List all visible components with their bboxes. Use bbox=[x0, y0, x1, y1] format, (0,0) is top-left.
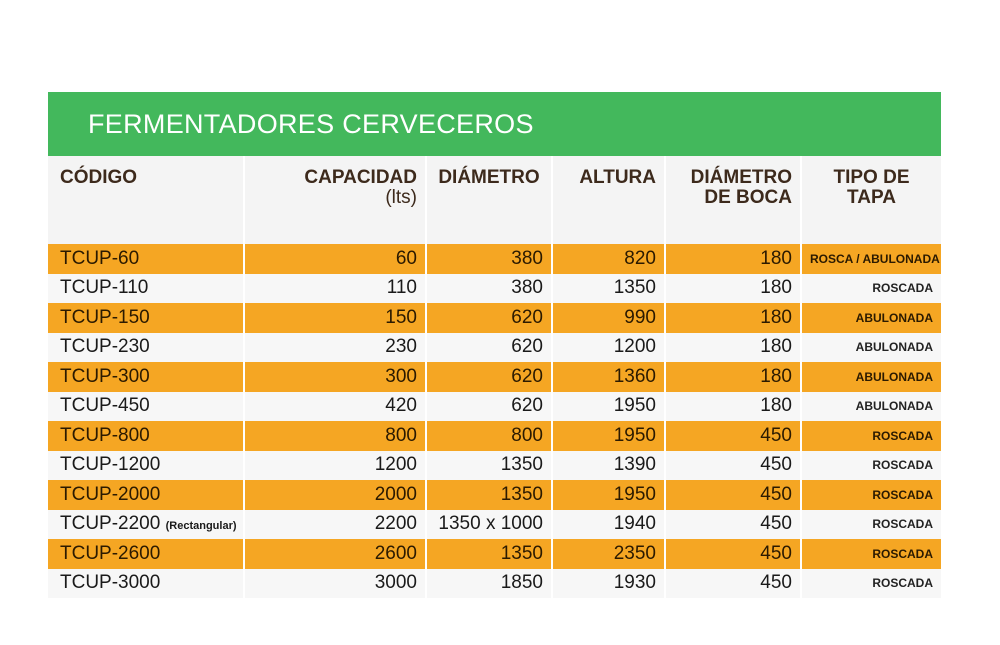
cell-codigo: TCUP-2000 bbox=[48, 480, 244, 510]
table-row bbox=[48, 480, 941, 510]
cell-altura: 1200 bbox=[552, 333, 665, 363]
header-capacidad-unit: (lts) bbox=[385, 187, 417, 208]
cell-capacidad: 2200 bbox=[244, 510, 426, 540]
cell-codigo: TCUP-2600 bbox=[48, 539, 244, 569]
table-title: FERMENTADORES CERVECEROS bbox=[88, 108, 534, 139]
cell-tapa: ROSCADA bbox=[801, 421, 941, 451]
cell-boca: 450 bbox=[665, 451, 801, 481]
table-row bbox=[48, 539, 941, 569]
cell-boca: 180 bbox=[665, 303, 801, 333]
table-row bbox=[48, 333, 941, 363]
cell-tapa: ROSCADA bbox=[801, 451, 941, 481]
cell-tapa: ABULONADA bbox=[801, 392, 941, 422]
cell-capacidad: 2000 bbox=[244, 480, 426, 510]
cell-codigo: TCUP-150 bbox=[48, 303, 244, 333]
cell-diametro: 800 bbox=[426, 421, 552, 451]
cell-codigo: TCUP-60 bbox=[48, 244, 244, 274]
cell-altura: 1360 bbox=[552, 362, 665, 392]
header-diametro-boca: DIÁMETRO DE BOCA bbox=[665, 156, 801, 244]
table-row bbox=[48, 392, 941, 422]
cell-capacidad: 150 bbox=[244, 303, 426, 333]
cell-tapa: ROSCADA bbox=[801, 510, 941, 540]
cell-altura: 1950 bbox=[552, 480, 665, 510]
cell-diametro: 1850 bbox=[426, 569, 552, 599]
cell-tapa: ROSCADA bbox=[801, 274, 941, 304]
cell-diametro: 1350 bbox=[426, 539, 552, 569]
cell-boca: 450 bbox=[665, 510, 801, 540]
cell-altura: 1940 bbox=[552, 510, 665, 540]
cell-capacidad: 300 bbox=[244, 362, 426, 392]
cell-capacidad: 230 bbox=[244, 333, 426, 363]
cell-codigo: TCUP-300 bbox=[48, 362, 244, 392]
cell-altura: 1390 bbox=[552, 451, 665, 481]
header-row bbox=[48, 156, 941, 244]
cell-capacidad: 1200 bbox=[244, 451, 426, 481]
table-row bbox=[48, 421, 941, 451]
table-row bbox=[48, 451, 941, 481]
cell-capacidad: 2600 bbox=[244, 539, 426, 569]
cell-diametro: 620 bbox=[426, 362, 552, 392]
cell-diametro: 620 bbox=[426, 392, 552, 422]
cell-altura: 1930 bbox=[552, 569, 665, 599]
cell-tapa: ROSCADA bbox=[801, 539, 941, 569]
cell-boca: 180 bbox=[665, 333, 801, 363]
header-altura: ALTURA bbox=[552, 156, 665, 244]
cell-diametro: 620 bbox=[426, 333, 552, 363]
cell-boca: 450 bbox=[665, 421, 801, 451]
header-capacidad: CAPACIDAD (lts) bbox=[244, 156, 426, 244]
cell-boca: 450 bbox=[665, 480, 801, 510]
fermenter-specs-table bbox=[48, 156, 941, 598]
table-row bbox=[48, 362, 941, 392]
cell-diametro: 380 bbox=[426, 274, 552, 304]
cell-codigo: TCUP-2200 (Rectangular) bbox=[48, 510, 244, 540]
cell-codigo: TCUP-110 bbox=[48, 274, 244, 304]
cell-capacidad: 3000 bbox=[244, 569, 426, 599]
cell-diametro: 620 bbox=[426, 303, 552, 333]
cell-diametro: 1350 bbox=[426, 451, 552, 481]
cell-boca: 450 bbox=[665, 569, 801, 599]
cell-boca: 180 bbox=[665, 392, 801, 422]
cell-tapa: ROSCADA bbox=[801, 569, 941, 599]
cell-capacidad: 800 bbox=[244, 421, 426, 451]
cell-altura: 1950 bbox=[552, 392, 665, 422]
cell-capacidad: 60 bbox=[244, 244, 426, 274]
cell-diametro: 380 bbox=[426, 244, 552, 274]
cell-tapa: ABULONADA bbox=[801, 333, 941, 363]
cell-altura: 820 bbox=[552, 244, 665, 274]
cell-altura: 2350 bbox=[552, 539, 665, 569]
cell-codigo: TCUP-230 bbox=[48, 333, 244, 363]
cell-capacidad: 420 bbox=[244, 392, 426, 422]
product-table-card bbox=[48, 92, 941, 598]
cell-diametro: 1350 bbox=[426, 480, 552, 510]
header-codigo: CÓDIGO bbox=[48, 156, 244, 244]
cell-diametro: 1350 x 1000 bbox=[426, 510, 552, 540]
cell-tapa: ROSCA / ABULONADA bbox=[801, 244, 941, 274]
table-row bbox=[48, 569, 941, 599]
cell-codigo-note: (Rectangular) bbox=[165, 520, 237, 533]
cell-boca: 450 bbox=[665, 539, 801, 569]
cell-tapa: ROSCADA bbox=[801, 480, 941, 510]
cell-boca: 180 bbox=[665, 244, 801, 274]
cell-boca: 180 bbox=[665, 362, 801, 392]
table-row bbox=[48, 274, 941, 304]
cell-altura: 1950 bbox=[552, 421, 665, 451]
cell-altura: 990 bbox=[552, 303, 665, 333]
cell-codigo: TCUP-1200 bbox=[48, 451, 244, 481]
cell-tapa: ABULONADA bbox=[801, 303, 941, 333]
cell-boca: 180 bbox=[665, 274, 801, 304]
table-row bbox=[48, 303, 941, 333]
table-title-banner bbox=[48, 92, 941, 156]
header-diametro: DIÁMETRO bbox=[426, 156, 552, 244]
cell-codigo: TCUP-3000 bbox=[48, 569, 244, 599]
header-tipo-tapa: TIPO DE TAPA bbox=[801, 156, 941, 244]
cell-codigo: TCUP-450 bbox=[48, 392, 244, 422]
table-row bbox=[48, 510, 941, 540]
cell-tapa: ABULONADA bbox=[801, 362, 941, 392]
table-row bbox=[48, 244, 941, 274]
cell-capacidad: 110 bbox=[244, 274, 426, 304]
cell-altura: 1350 bbox=[552, 274, 665, 304]
cell-codigo: TCUP-800 bbox=[48, 421, 244, 451]
